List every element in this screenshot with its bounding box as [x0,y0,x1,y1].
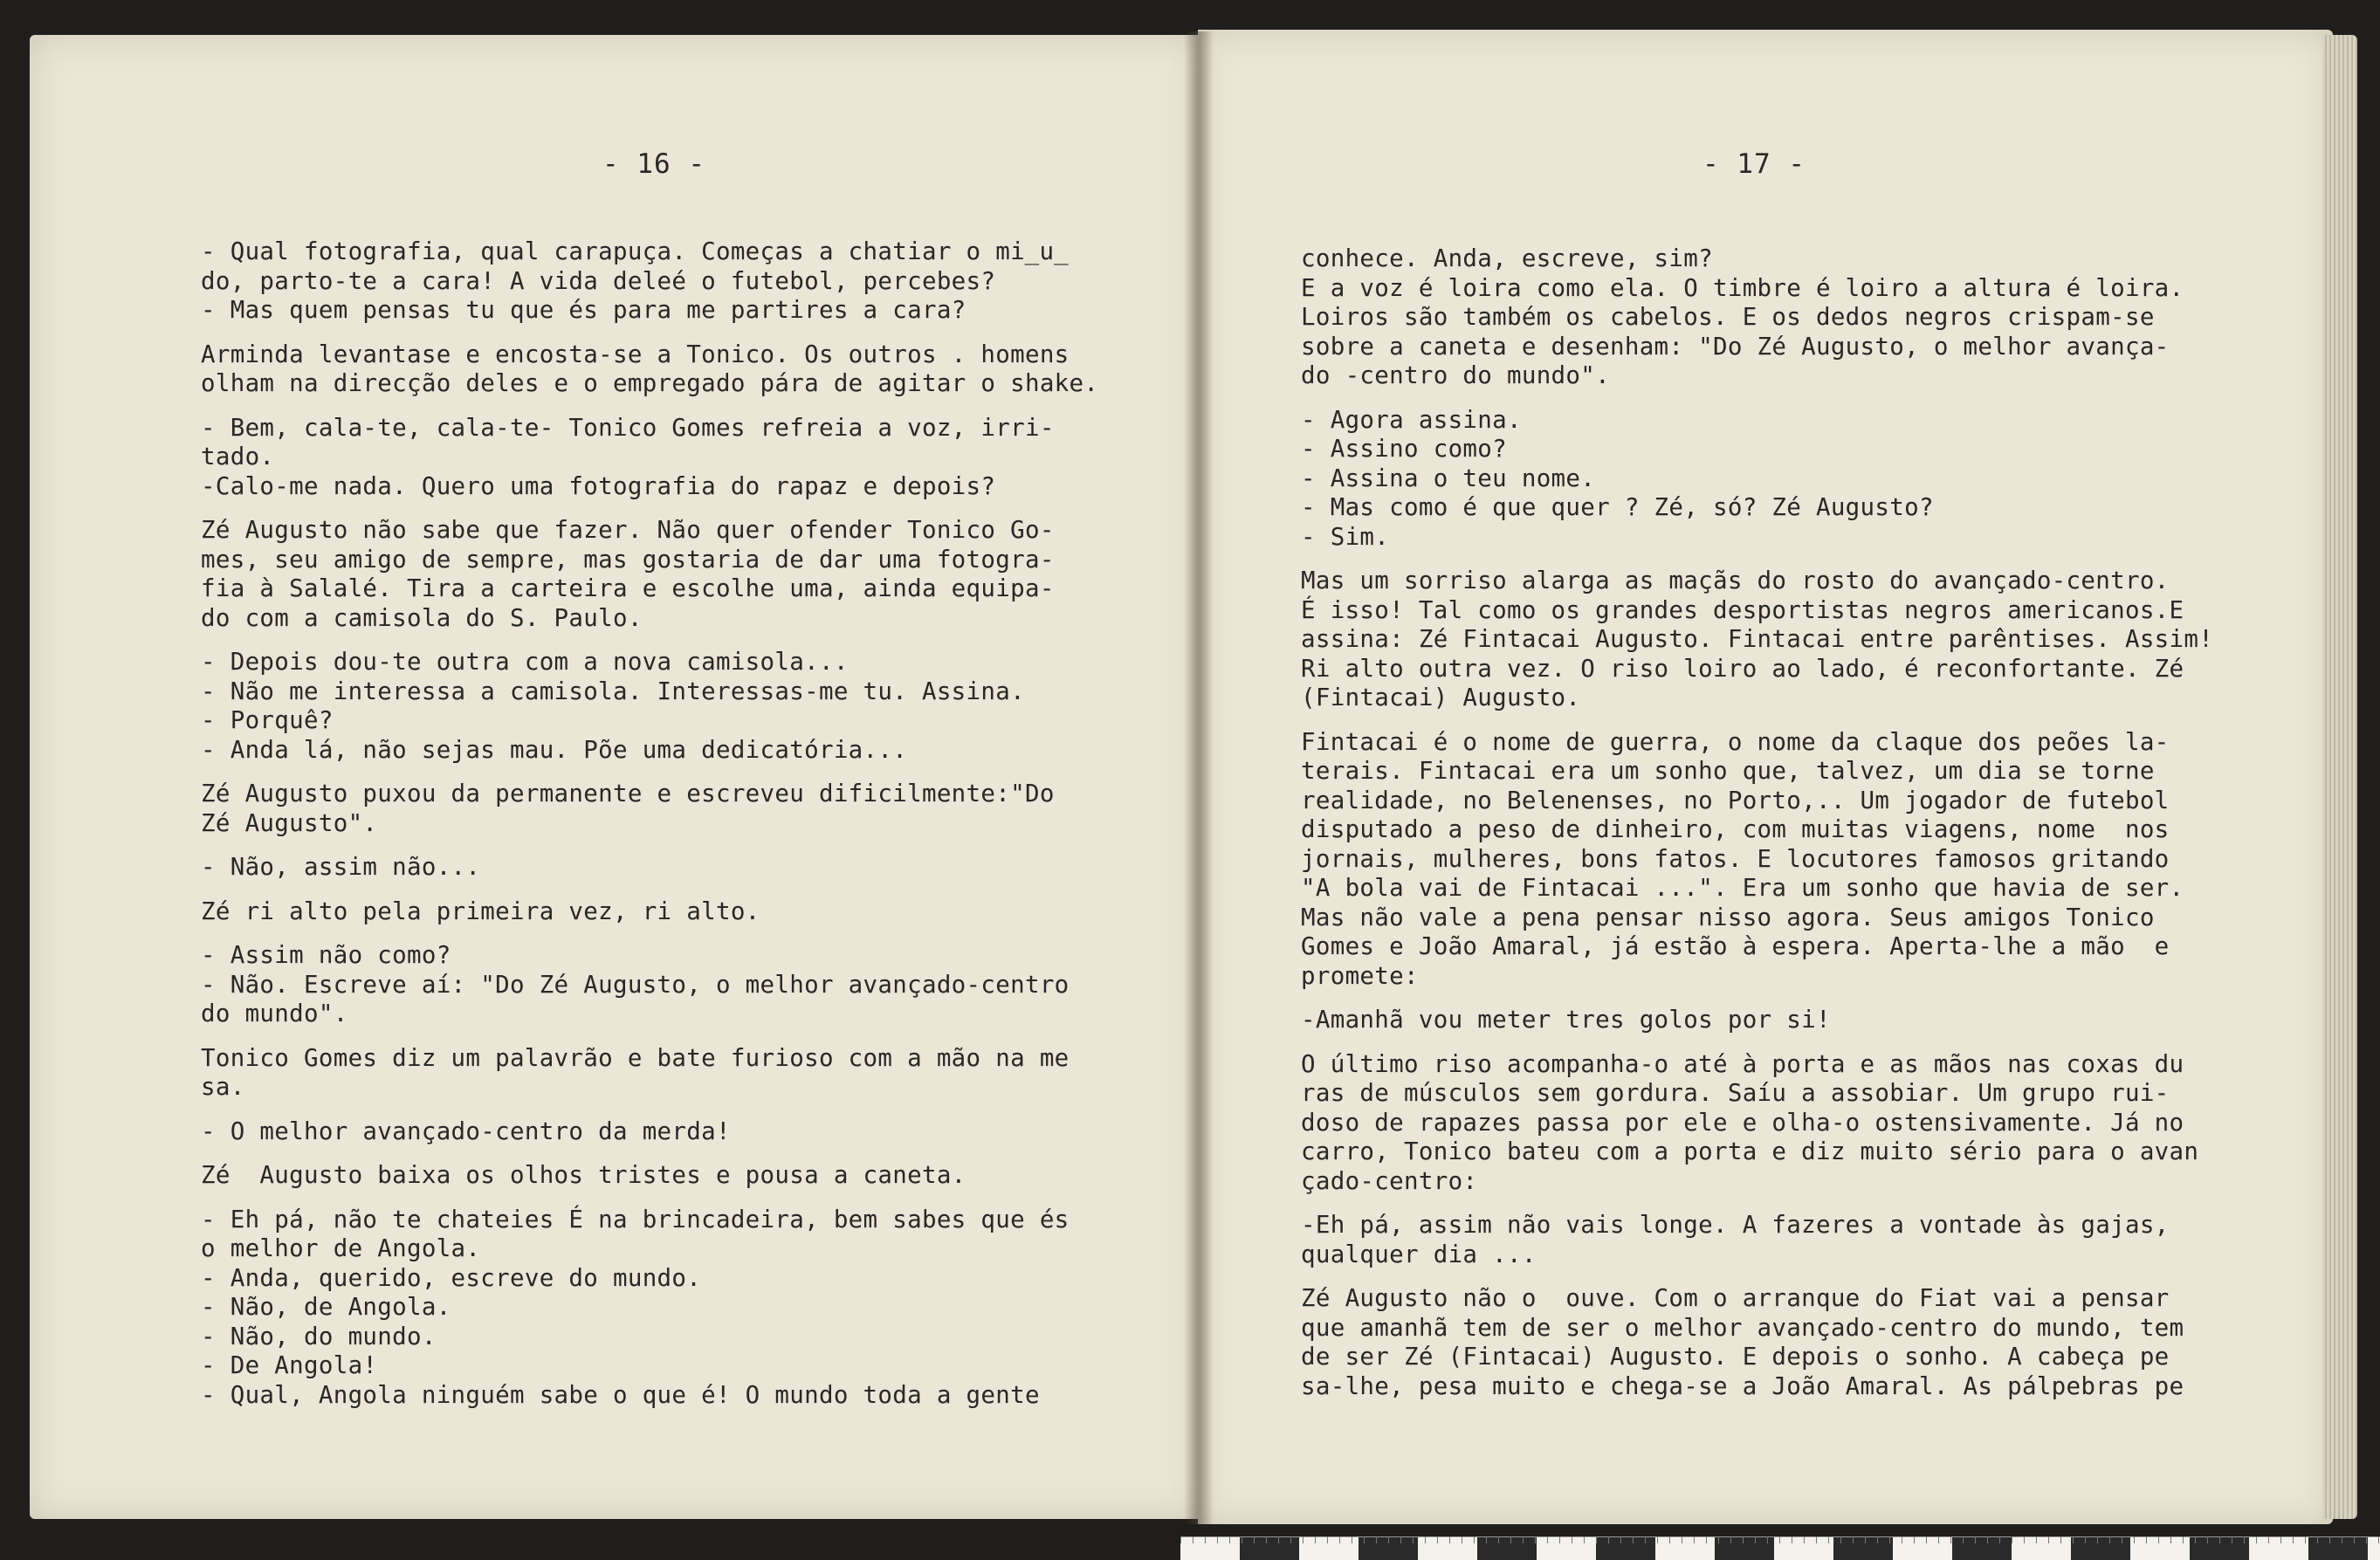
text-line: É isso! Tal como os grandes desportistas negros americanos.E [1301,595,2184,624]
paragraph-gap [201,501,1152,516]
text-line: Zé Augusto não o ouve. Com o arranque do Fiat vai a pensar [1301,1284,2170,1312]
text-line: do -centro do mundo". [1301,361,1610,389]
text-line: Fintacai é o nome de guerra, o nome da claque dos peões la- [1301,727,2170,756]
paragraph-gap [1301,391,2253,406]
text-line: -Amanhã vou meter tres golos por si! [1301,1006,1831,1034]
text-line: Mas não vale a pena pensar nisso agora. Seus amigos Tonico [1301,903,2155,931]
paragraph-gap [1301,1269,2253,1284]
paragraph-gap [201,399,1152,414]
text-line: - Mas quem pensas tu que és para me partires a cara? [201,296,966,324]
text-line: disputado a peso de dinheiro, com muitas viagens, nome nos [1301,815,2170,843]
paragraph-gap [1301,552,2253,567]
text-line: Zé Augusto baixa os olhos tristes e pousa a caneta. [201,1161,966,1189]
text-line: mes, seu amigo de sempre, mas gostaria de dar uma fotogra- [201,545,1055,574]
paragraph-gap [201,1191,1152,1206]
paragraph-gap [201,633,1152,648]
left-page-number: - 16 - [602,148,705,180]
text-line: qualquer dia ... [1301,1240,1537,1268]
text-line: carro, Tonico bateu com a porta e diz muito sério para o avan [1301,1137,2199,1165]
left-page-text [201,237,1152,1410]
text-line: - Sim. [1301,522,1390,551]
text-line: - Agora assina. [1301,405,1522,434]
text-line: - Não, de Angola. [201,1293,451,1321]
right-page-number: - 17 - [1702,148,1806,180]
text-line: Zé Augusto". [201,808,378,837]
text-line: Ri alto outra vez. O riso loiro ao lado, é reconfortante. Zé [1301,654,2184,683]
text-line: sobre a caneta e desenham: "Do Zé Augusto, o melhor avança- [1301,332,2170,361]
text-line: o melhor de Angola. [201,1234,481,1262]
paragraph-gap [201,1146,1152,1161]
text-line: ras de músculos sem gordura. Saíu a assobiar. Um grupo rui- [1301,1079,2170,1107]
text-line: E a voz é loira como ela. O timbre é loiro a altura é loira. [1301,273,2184,302]
text-line: - O melhor avançado-centro da merda! [201,1117,731,1145]
text-line: "A bola vai de Fintacai ...". Era um sonho que havia de ser. [1301,874,2184,902]
text-line: - Porquê? [201,706,334,734]
text-line: - Eh pá, não te chateies É na brincadeira, bem sabes que és [201,1205,1070,1234]
paragraph-gap [201,1029,1152,1044]
book-gutter [1184,31,1214,1524]
text-line: - Mas como é que quer ? Zé, só? Zé Augusto? [1301,493,1934,521]
text-line: - Qual fotografia, qual carapuça. Começas a chatiar o mi̲u̲ [201,237,1069,265]
text-line: Tonico Gomes diz um palavrão e bate furioso com a mão na me [201,1043,1070,1072]
paragraph-gap [201,838,1152,853]
text-line: -Calo-me nada. Quero uma fotografia do rapaz e depois? [201,471,996,500]
paragraph-gap [201,765,1152,780]
text-line: Zé ri alto pela primeira vez, ri alto. [201,897,760,925]
paragraph-gap [1301,1196,2253,1211]
text-line: de ser Zé (Fintacai) Augusto. E depois o sonho. A cabeça pe [1301,1343,2170,1371]
right-page-text [1301,244,2253,1401]
text-line: - Não, assim não... [201,853,481,881]
paragraph-gap [1301,1035,2253,1050]
text-line: - Bem, cala-te, cala-te- Tonico Gomes refreia a voz, irri- [201,413,1055,442]
text-line: - Assim não como? [201,941,451,969]
text-line: - Assino como? [1301,435,1507,463]
text-line: que amanhã tem de ser o melhor avançado-centro do mundo, tem [1301,1313,2184,1342]
text-line: sa-lhe, pesa muito e chega-se a João Amaral. As pálpebras pe [1301,1371,2184,1400]
text-line: do, parto-te a cara! A vida deleé o futebol, percebes? [201,266,996,295]
text-line: Zé Augusto não sabe que fazer. Não quer ofender Tonico Go- [201,516,1055,544]
text-line: Loiros são também os cabelos. E os dedos negros crispam-se [1301,303,2155,331]
text-line: realidade, no Belenenses, no Porto,.. Um jogador de futebol [1301,786,2170,814]
paragraph-gap [1301,991,2253,1006]
text-line: - Não, do mundo. [201,1322,437,1350]
text-line: - Anda lá, não sejas mau. Põe uma dedicatória... [201,735,908,764]
text-line: - Anda, querido, escreve do mundo. [201,1263,702,1292]
text-line: doso de rapazes passa por ele e olha-o ostensivamente. Já no [1301,1108,2184,1137]
paragraph-gap [201,883,1152,897]
text-line: tado. [201,443,275,471]
scale-ruler-ticks [1180,1536,2380,1543]
text-line: - Assina o teu nome. [1301,464,1596,492]
page-edges [2322,35,2357,1519]
text-line: çado-centro: [1301,1166,1478,1195]
text-line: - Não. Escreve aí: "Do Zé Augusto, o melhor avançado-centro [201,970,1070,999]
paragraph-gap [201,926,1152,941]
text-line: assina: Zé Fintacai Augusto. Fintacai entre parêntises. Assim! [1301,625,2214,653]
text-line: conhece. Anda, escreve, sim? [1301,244,1713,272]
text-line: olham na direcção deles e o empregado pára de agitar o shake. [201,369,1099,397]
text-line: Arminda levantase e encosta-se a Tonico. Os outros . homens [201,340,1070,368]
text-line: terais. Fintacai era um sonho que, talvez, um dia se torne [1301,757,2155,785]
text-line: jornais, mulheres, bons fatos. E locutores famosos gritando [1301,844,2170,873]
paragraph-gap [1301,713,2253,728]
text-line: do com a camisola do S. Paulo. [201,603,643,632]
text-line: sa. [201,1073,245,1101]
text-line: - De Angola! [201,1351,378,1379]
text-line: do mundo". [201,1000,348,1027]
paragraph-gap [201,326,1152,340]
paragraph-gap [201,1103,1152,1117]
text-line: - Depois dou-te outra com a nova camisola... [201,648,849,676]
text-line: -Eh pá, assim não vais longe. A fazeres a vontade às gajas, [1301,1211,2170,1239]
text-line: Mas um sorriso alarga as maçãs do rosto do avançado-centro. [1301,567,2170,594]
text-line: - Qual, Angola ninguém sabe o que é! O mundo toda a gente [201,1380,1040,1409]
text-line: O último riso acompanha-o até à porta e as mãos nas coxas du [1301,1049,2184,1078]
text-line: Zé Augusto puxou da permanente e escreveu dificilmente:"Do [201,780,1055,807]
text-line: - Não me interessa a camisola. Interessas-me tu. Assina. [201,677,1025,705]
text-line: promete: [1301,961,1419,990]
text-line: (Fintacai) Augusto. [1301,684,1581,711]
text-line: Gomes e João Amaral, já estão à espera. Aperta-lhe a mão e [1301,932,2170,960]
text-line: fia à Salalé. Tira a carteira e escolhe uma, ainda equipa- [201,574,1055,602]
